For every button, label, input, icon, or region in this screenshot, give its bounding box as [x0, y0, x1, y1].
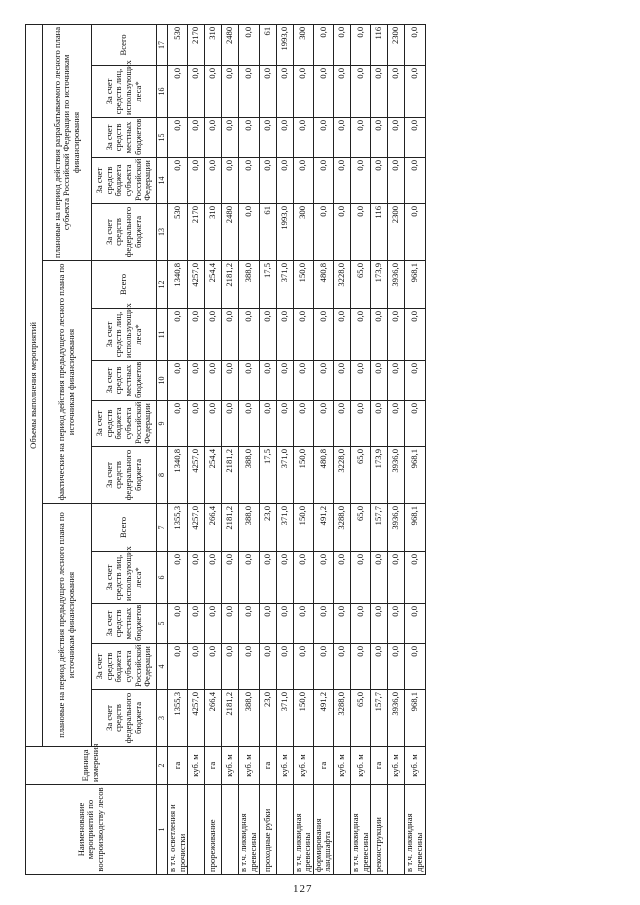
subheader-total: Всего: [92, 504, 157, 552]
row-unit: га: [205, 747, 222, 785]
value-cell: 310: [205, 24, 222, 65]
value-cell: 4257,0: [188, 447, 205, 504]
value-cell: 0,0: [205, 118, 222, 158]
value-cell: 0,0: [222, 401, 239, 447]
value-cell: 0,0: [168, 644, 188, 690]
value-cell: 0,0: [276, 361, 293, 401]
table-row: [313, 24, 333, 874]
column-index: 8: [157, 447, 168, 504]
value-cell: 388,0: [239, 447, 259, 504]
value-cell: 2181,2: [222, 690, 239, 747]
value-cell: 0,0: [259, 309, 276, 361]
value-cell: 0,0: [388, 66, 405, 118]
value-cell: 0,0: [259, 644, 276, 690]
value-cell: 0,0: [313, 158, 333, 204]
value-cell: 0,0: [188, 309, 205, 361]
col-header-name: Наименование мероприятий по воспроизводству лесов: [26, 785, 157, 875]
value-cell: 3936,0: [388, 690, 405, 747]
value-cell: 0,0: [276, 118, 293, 158]
value-cell: 0,0: [351, 604, 371, 644]
value-cell: 0,0: [293, 66, 313, 118]
value-cell: 0,0: [351, 24, 371, 65]
row-name: [188, 785, 205, 875]
value-cell: 530: [168, 204, 188, 261]
value-cell: 371,0: [276, 447, 293, 504]
value-cell: 0,0: [313, 24, 333, 65]
row-unit: га: [371, 747, 388, 785]
row-unit: куб. м: [276, 747, 293, 785]
value-cell: 0,0: [293, 401, 313, 447]
value-cell: 371,0: [276, 261, 293, 309]
value-cell: 388,0: [239, 690, 259, 747]
value-cell: 157,7: [371, 504, 388, 552]
column-index: 1: [157, 785, 168, 875]
value-cell: 0,0: [388, 361, 405, 401]
value-cell: 0,0: [259, 66, 276, 118]
value-cell: 2480: [222, 204, 239, 261]
row-unit: куб. м: [388, 747, 405, 785]
value-cell: 0,0: [239, 158, 259, 204]
value-cell: 0,0: [334, 604, 351, 644]
value-cell: 0,0: [205, 361, 222, 401]
value-cell: 0,0: [388, 158, 405, 204]
value-cell: 0,0: [334, 204, 351, 261]
row-unit: куб. м: [239, 747, 259, 785]
value-cell: 0,0: [259, 361, 276, 401]
row-name: реконструкции: [371, 785, 388, 875]
column-index: 10: [157, 361, 168, 401]
subheader-local: За счет средств местных бюджетов: [92, 361, 157, 401]
value-cell: 0,0: [405, 204, 425, 261]
value-cell: 480,8: [313, 447, 333, 504]
table-row: [334, 24, 351, 874]
value-cell: 0,0: [405, 604, 425, 644]
column-index-row: [157, 24, 168, 874]
value-cell: 0,0: [293, 361, 313, 401]
value-cell: 0,0: [388, 118, 405, 158]
value-cell: 0,0: [205, 158, 222, 204]
value-cell: 0,0: [188, 66, 205, 118]
column-index: 4: [157, 644, 168, 690]
value-cell: 0,0: [188, 644, 205, 690]
value-cell: 0,0: [188, 552, 205, 604]
value-cell: 0,0: [205, 604, 222, 644]
value-cell: 23,0: [259, 690, 276, 747]
value-cell: 65,0: [351, 261, 371, 309]
value-cell: 0,0: [168, 401, 188, 447]
value-cell: 480,8: [313, 261, 333, 309]
row-name: в т.ч. ликвидная древесины: [239, 785, 259, 875]
row-unit: куб. м: [405, 747, 425, 785]
row-unit: куб. м: [293, 747, 313, 785]
value-cell: 0,0: [405, 24, 425, 65]
column-index: 2: [157, 747, 168, 785]
value-cell: 0,0: [371, 361, 388, 401]
table-row: [293, 24, 313, 874]
value-cell: 61: [259, 24, 276, 65]
column-index: 3: [157, 690, 168, 747]
value-cell: 0,0: [222, 644, 239, 690]
value-cell: 310: [205, 204, 222, 261]
table-row: [371, 24, 388, 874]
row-unit: куб. м: [188, 747, 205, 785]
forest-reproduction-table: [25, 24, 426, 875]
value-cell: 0,0: [239, 361, 259, 401]
value-cell: 0,0: [222, 158, 239, 204]
value-cell: 491,2: [313, 504, 333, 552]
value-cell: 968,1: [405, 504, 425, 552]
column-index: 14: [157, 158, 168, 204]
value-cell: 0,0: [188, 118, 205, 158]
value-cell: 0,0: [371, 604, 388, 644]
value-cell: 0,0: [168, 158, 188, 204]
row-unit: га: [259, 747, 276, 785]
value-cell: 0,0: [405, 552, 425, 604]
value-cell: 0,0: [259, 158, 276, 204]
group-header-volumes: Объемы выполнения мероприятий: [26, 24, 43, 746]
value-cell: 150,0: [293, 261, 313, 309]
value-cell: 0,0: [259, 118, 276, 158]
table-body: [157, 24, 426, 874]
value-cell: 0,0: [334, 309, 351, 361]
value-cell: 0,0: [293, 309, 313, 361]
value-cell: 0,0: [351, 204, 371, 261]
value-cell: 150,0: [293, 447, 313, 504]
value-cell: 23,0: [259, 504, 276, 552]
table-row: [188, 24, 205, 874]
value-cell: 0,0: [239, 118, 259, 158]
row-unit: га: [168, 747, 188, 785]
value-cell: 0,0: [371, 401, 388, 447]
value-cell: 0,0: [405, 118, 425, 158]
value-cell: 0,0: [239, 309, 259, 361]
value-cell: 0,0: [351, 158, 371, 204]
value-cell: 150,0: [293, 690, 313, 747]
row-name: в т.ч. ликвидная древесины: [351, 785, 371, 875]
value-cell: 0,0: [388, 401, 405, 447]
subheader-users: За счет средств лиц, использующих леса*: [92, 309, 157, 361]
value-cell: 0,0: [168, 604, 188, 644]
row-name: [276, 785, 293, 875]
value-cell: 968,1: [405, 261, 425, 309]
value-cell: 0,0: [205, 644, 222, 690]
value-cell: 0,0: [313, 604, 333, 644]
column-index: 17: [157, 24, 168, 65]
value-cell: 0,0: [276, 604, 293, 644]
value-cell: 3228,0: [334, 261, 351, 309]
value-cell: 3228,0: [334, 447, 351, 504]
value-cell: 0,0: [259, 604, 276, 644]
value-cell: 0,0: [259, 552, 276, 604]
value-cell: 0,0: [239, 66, 259, 118]
value-cell: 17,5: [259, 447, 276, 504]
row-name: [388, 785, 405, 875]
value-cell: 0,0: [313, 361, 333, 401]
table-row: [276, 24, 293, 874]
value-cell: 0,0: [371, 118, 388, 158]
value-cell: 388,0: [239, 261, 259, 309]
row-name: в т.ч. осветления и прочистки: [168, 785, 188, 875]
column-index: 11: [157, 309, 168, 361]
column-index: 9: [157, 401, 168, 447]
value-cell: 0,0: [205, 309, 222, 361]
value-cell: 116: [371, 204, 388, 261]
value-cell: 0,0: [351, 118, 371, 158]
value-cell: 0,0: [222, 118, 239, 158]
value-cell: 0,0: [276, 552, 293, 604]
value-cell: 0,0: [405, 401, 425, 447]
value-cell: 266,4: [205, 690, 222, 747]
subheader-local: За счет средств местных бюджетов: [92, 118, 157, 158]
value-cell: 0,0: [222, 66, 239, 118]
value-cell: 0,0: [351, 66, 371, 118]
value-cell: 17,5: [259, 261, 276, 309]
table-row: [405, 24, 425, 874]
value-cell: 0,0: [239, 24, 259, 65]
value-cell: 371,0: [276, 690, 293, 747]
value-cell: 61: [259, 204, 276, 261]
value-cell: 65,0: [351, 447, 371, 504]
value-cell: 0,0: [371, 309, 388, 361]
value-cell: 0,0: [276, 644, 293, 690]
table-row: [388, 24, 405, 874]
row-unit: га: [313, 747, 333, 785]
value-cell: 4257,0: [188, 690, 205, 747]
value-cell: 3936,0: [388, 261, 405, 309]
column-index: 16: [157, 66, 168, 118]
value-cell: 0,0: [293, 644, 313, 690]
value-cell: 157,7: [371, 690, 388, 747]
value-cell: 0,0: [276, 66, 293, 118]
value-cell: 1993,0: [276, 24, 293, 65]
value-cell: 0,0: [405, 158, 425, 204]
value-cell: 0,0: [205, 401, 222, 447]
subheader-subject: За счет средств бюджета субъекта Российской Федерации: [92, 158, 157, 204]
value-cell: 150,0: [293, 504, 313, 552]
value-cell: 0,0: [293, 158, 313, 204]
subheader-users: За счет средств лиц, использующих леса*: [92, 552, 157, 604]
value-cell: 0,0: [371, 66, 388, 118]
value-cell: 0,0: [371, 644, 388, 690]
row-name: прореживание: [205, 785, 222, 875]
column-index: 7: [157, 504, 168, 552]
value-cell: 0,0: [405, 361, 425, 401]
value-cell: 0,0: [276, 309, 293, 361]
value-cell: 0,0: [351, 552, 371, 604]
value-cell: 0,0: [405, 66, 425, 118]
value-cell: 0,0: [259, 401, 276, 447]
table-row: [239, 24, 259, 874]
value-cell: 1340,8: [168, 447, 188, 504]
value-cell: 0,0: [239, 644, 259, 690]
row-unit: куб. м: [351, 747, 371, 785]
col-header-unit: Единица измерения: [26, 747, 157, 785]
value-cell: 530: [168, 24, 188, 65]
value-cell: 0,0: [313, 66, 333, 118]
table-row: [222, 24, 239, 874]
row-name: в т.ч. ликвидная древесины: [405, 785, 425, 875]
row-name: [222, 785, 239, 875]
rotated-page: [25, 25, 615, 875]
value-cell: 0,0: [405, 309, 425, 361]
row-name: формирования ландшафта: [313, 785, 333, 875]
value-cell: 0,0: [334, 158, 351, 204]
subheader-total: Всего: [92, 24, 157, 65]
value-cell: 388,0: [239, 504, 259, 552]
value-cell: 0,0: [168, 552, 188, 604]
value-cell: 254,4: [205, 261, 222, 309]
value-cell: 1355,3: [168, 504, 188, 552]
subheader-local: За счет средств местных бюджетов: [92, 604, 157, 644]
value-cell: 65,0: [351, 504, 371, 552]
value-cell: 1993,0: [276, 204, 293, 261]
value-cell: 0,0: [293, 604, 313, 644]
value-cell: 0,0: [239, 401, 259, 447]
value-cell: 0,0: [313, 401, 333, 447]
value-cell: 0,0: [351, 309, 371, 361]
value-cell: 0,0: [239, 604, 259, 644]
value-cell: 3288,0: [334, 504, 351, 552]
value-cell: 116: [371, 24, 388, 65]
value-cell: 173,9: [371, 261, 388, 309]
value-cell: 0,0: [351, 401, 371, 447]
value-cell: 371,0: [276, 504, 293, 552]
subheader-total: Всего: [92, 261, 157, 309]
subheader-federal: За счет средств федерального бюджета: [92, 204, 157, 261]
value-cell: 2181,2: [222, 447, 239, 504]
value-cell: 300: [293, 204, 313, 261]
table-row: [259, 24, 276, 874]
value-cell: 491,2: [313, 690, 333, 747]
value-cell: 0,0: [222, 552, 239, 604]
column-index: 13: [157, 204, 168, 261]
column-index: 15: [157, 118, 168, 158]
value-cell: 0,0: [205, 552, 222, 604]
value-cell: 0,0: [168, 118, 188, 158]
value-cell: 0,0: [276, 158, 293, 204]
value-cell: 0,0: [371, 158, 388, 204]
value-cell: 0,0: [293, 552, 313, 604]
subheader-users: За счет средств лиц, использующих леса*: [92, 66, 157, 118]
row-unit: куб. м: [334, 747, 351, 785]
value-cell: 3936,0: [388, 504, 405, 552]
value-cell: 0,0: [222, 361, 239, 401]
group-header-planned-new: плановые на период действия разрабатываемого лесного плана субъекта Российской Федерации по источникам финансирования: [43, 24, 92, 260]
value-cell: 0,0: [239, 552, 259, 604]
value-cell: 968,1: [405, 690, 425, 747]
value-cell: 4257,0: [188, 261, 205, 309]
value-cell: 0,0: [168, 309, 188, 361]
value-cell: 0,0: [334, 552, 351, 604]
value-cell: 2170: [188, 204, 205, 261]
value-cell: 0,0: [334, 644, 351, 690]
value-cell: 300: [293, 24, 313, 65]
value-cell: 0,0: [334, 401, 351, 447]
value-cell: 2181,2: [222, 261, 239, 309]
column-index: 6: [157, 552, 168, 604]
table-row: [205, 24, 222, 874]
value-cell: 2300: [388, 204, 405, 261]
value-cell: 173,9: [371, 447, 388, 504]
value-cell: 0,0: [388, 644, 405, 690]
subheader-subject: За счет средств бюджета субъекта Российской Федерации: [92, 644, 157, 690]
group-header-actual-prev: фактические на период действия предыдущего лесного плана по источникам финансирования: [43, 261, 92, 504]
value-cell: 2480: [222, 24, 239, 65]
value-cell: 0,0: [334, 24, 351, 65]
group-header-planned-prev: плановые на период действия предыдущего лесного плана по источникам финансирования: [43, 504, 92, 747]
value-cell: 0,0: [388, 552, 405, 604]
value-cell: 0,0: [313, 204, 333, 261]
row-name: [334, 785, 351, 875]
value-cell: 0,0: [351, 361, 371, 401]
row-name: в т.ч. ликвидная древесины: [293, 785, 313, 875]
value-cell: 0,0: [371, 552, 388, 604]
value-cell: 0,0: [313, 309, 333, 361]
value-cell: 4257,0: [188, 504, 205, 552]
value-cell: 2181,2: [222, 504, 239, 552]
row-unit: куб. м: [222, 747, 239, 785]
value-cell: 0,0: [188, 604, 205, 644]
value-cell: 0,0: [388, 309, 405, 361]
value-cell: 0,0: [222, 309, 239, 361]
table-row: [351, 24, 371, 874]
value-cell: 0,0: [313, 118, 333, 158]
value-cell: 0,0: [334, 66, 351, 118]
value-cell: 0,0: [188, 361, 205, 401]
value-cell: 0,0: [405, 644, 425, 690]
value-cell: 2170: [188, 24, 205, 65]
value-cell: 1340,8: [168, 261, 188, 309]
column-index: 12: [157, 261, 168, 309]
table-row: [168, 24, 188, 874]
page-number: 127: [293, 883, 313, 895]
value-cell: 0,0: [168, 66, 188, 118]
value-cell: 0,0: [188, 401, 205, 447]
value-cell: 1355,3: [168, 690, 188, 747]
subheader-federal: За счет средств федерального бюджета: [92, 690, 157, 747]
value-cell: 65,0: [351, 690, 371, 747]
value-cell: 0,0: [205, 66, 222, 118]
value-cell: 0,0: [388, 604, 405, 644]
value-cell: 266,4: [205, 504, 222, 552]
value-cell: 0,0: [351, 644, 371, 690]
value-cell: 0,0: [334, 361, 351, 401]
value-cell: 3288,0: [334, 690, 351, 747]
value-cell: 0,0: [313, 644, 333, 690]
value-cell: 0,0: [334, 118, 351, 158]
value-cell: 2300: [388, 24, 405, 65]
value-cell: 254,4: [205, 447, 222, 504]
value-cell: 0,0: [188, 158, 205, 204]
value-cell: 0,0: [239, 204, 259, 261]
value-cell: 3936,0: [388, 447, 405, 504]
subheader-subject: За счет средств бюджета субъекта Российской Федерации: [92, 401, 157, 447]
row-name: проходные рубки: [259, 785, 276, 875]
value-cell: 968,1: [405, 447, 425, 504]
value-cell: 0,0: [293, 118, 313, 158]
value-cell: 0,0: [168, 361, 188, 401]
column-index: 5: [157, 604, 168, 644]
value-cell: 0,0: [222, 604, 239, 644]
value-cell: 0,0: [313, 552, 333, 604]
subheader-federal: За счет средств федерального бюджета: [92, 447, 157, 504]
value-cell: 0,0: [276, 401, 293, 447]
